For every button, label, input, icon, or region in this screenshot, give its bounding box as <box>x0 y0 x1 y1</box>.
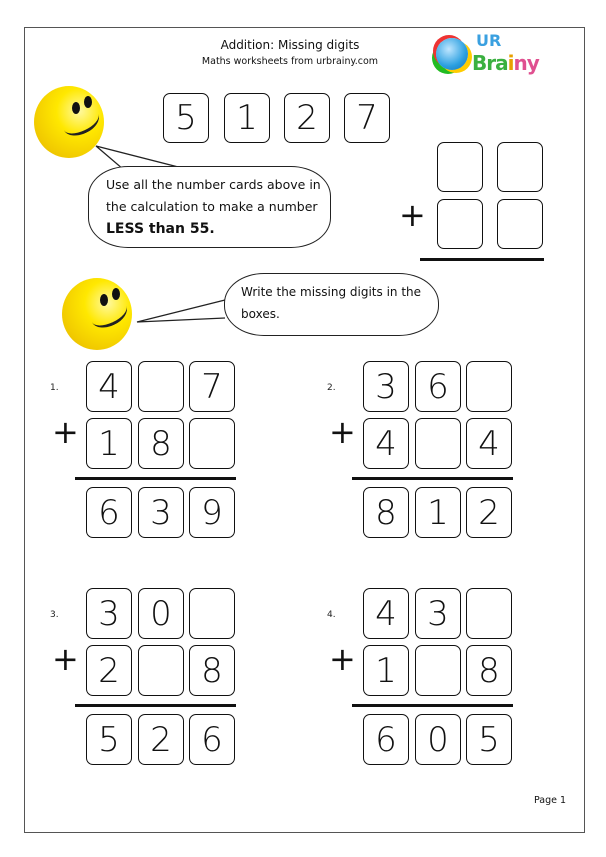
number-card: 7 <box>344 93 390 143</box>
sum-line <box>75 477 236 480</box>
bubble1-line2: the calculation to make a number <box>106 199 318 214</box>
missing-digit-box[interactable] <box>138 361 184 412</box>
missing-digit-box[interactable] <box>466 361 512 412</box>
digit-box: 0 <box>415 714 461 765</box>
logo-brainy-text: Brainy <box>472 51 539 75</box>
digit-box: 2 <box>138 714 184 765</box>
digit-box: 4 <box>86 361 132 412</box>
digit-box: 4 <box>363 418 409 469</box>
bubble2-line1: Write the missing digits in the <box>241 285 422 299</box>
digit-box: 2 <box>86 645 132 696</box>
digit-box: 4 <box>466 418 512 469</box>
bubble1-line1: Use all the number cards above in <box>106 177 321 192</box>
digit-box: 3 <box>86 588 132 639</box>
digit-box: 6 <box>189 714 235 765</box>
page-subtitle: Maths worksheets from urbrainy.com <box>201 56 379 67</box>
digit-box: 4 <box>363 588 409 639</box>
problem-label: 3. <box>50 610 59 620</box>
digit-box: 0 <box>138 588 184 639</box>
answer-box[interactable] <box>437 142 483 192</box>
problem-label: 1. <box>50 383 59 393</box>
logo-ur-text: UR <box>476 31 502 50</box>
digit-box: 9 <box>189 487 235 538</box>
plus-sign: + <box>52 640 79 678</box>
answer-box[interactable] <box>497 142 543 192</box>
digit-box: 1 <box>363 645 409 696</box>
number-card: 1 <box>224 93 270 143</box>
plus-sign: + <box>329 413 356 451</box>
missing-digit-box[interactable] <box>415 645 461 696</box>
digit-box: 7 <box>189 361 235 412</box>
page-number: Page 1 <box>534 795 567 806</box>
digit-box: 6 <box>86 487 132 538</box>
digit-box: 1 <box>415 487 461 538</box>
sum-line <box>352 477 513 480</box>
missing-digit-box[interactable] <box>189 418 235 469</box>
digit-box: 5 <box>466 714 512 765</box>
answer-line <box>420 258 544 261</box>
number-card: 2 <box>284 93 330 143</box>
smiley-face-icon <box>62 278 132 350</box>
missing-digit-box[interactable] <box>415 418 461 469</box>
number-card: 5 <box>163 93 209 143</box>
answer-box[interactable] <box>437 199 483 249</box>
missing-digit-box[interactable] <box>138 645 184 696</box>
problem-label: 2. <box>327 383 336 393</box>
plus-sign: + <box>329 640 356 678</box>
page-title: Addition: Missing digits <box>220 38 360 52</box>
sum-line <box>352 704 513 707</box>
digit-box: 8 <box>138 418 184 469</box>
bubble1-line3: LESS than 55. <box>106 221 215 237</box>
digit-box: 3 <box>415 588 461 639</box>
instruction-bubble-2 <box>224 273 439 336</box>
digit-box: 8 <box>363 487 409 538</box>
digit-box: 3 <box>363 361 409 412</box>
plus-sign: + <box>52 413 79 451</box>
plus-sign: + <box>399 196 426 234</box>
digit-box: 6 <box>363 714 409 765</box>
digit-box: 6 <box>415 361 461 412</box>
digit-box: 8 <box>466 645 512 696</box>
missing-digit-box[interactable] <box>189 588 235 639</box>
sum-line <box>75 704 236 707</box>
digit-box: 3 <box>138 487 184 538</box>
digit-box: 2 <box>466 487 512 538</box>
bubble2-line2: boxes. <box>241 307 280 321</box>
missing-digit-box[interactable] <box>466 588 512 639</box>
answer-box[interactable] <box>497 199 543 249</box>
digit-box: 5 <box>86 714 132 765</box>
instruction-bubble-1 <box>88 166 331 248</box>
digit-box: 8 <box>189 645 235 696</box>
digit-box: 1 <box>86 418 132 469</box>
problem-label: 4. <box>327 610 336 620</box>
